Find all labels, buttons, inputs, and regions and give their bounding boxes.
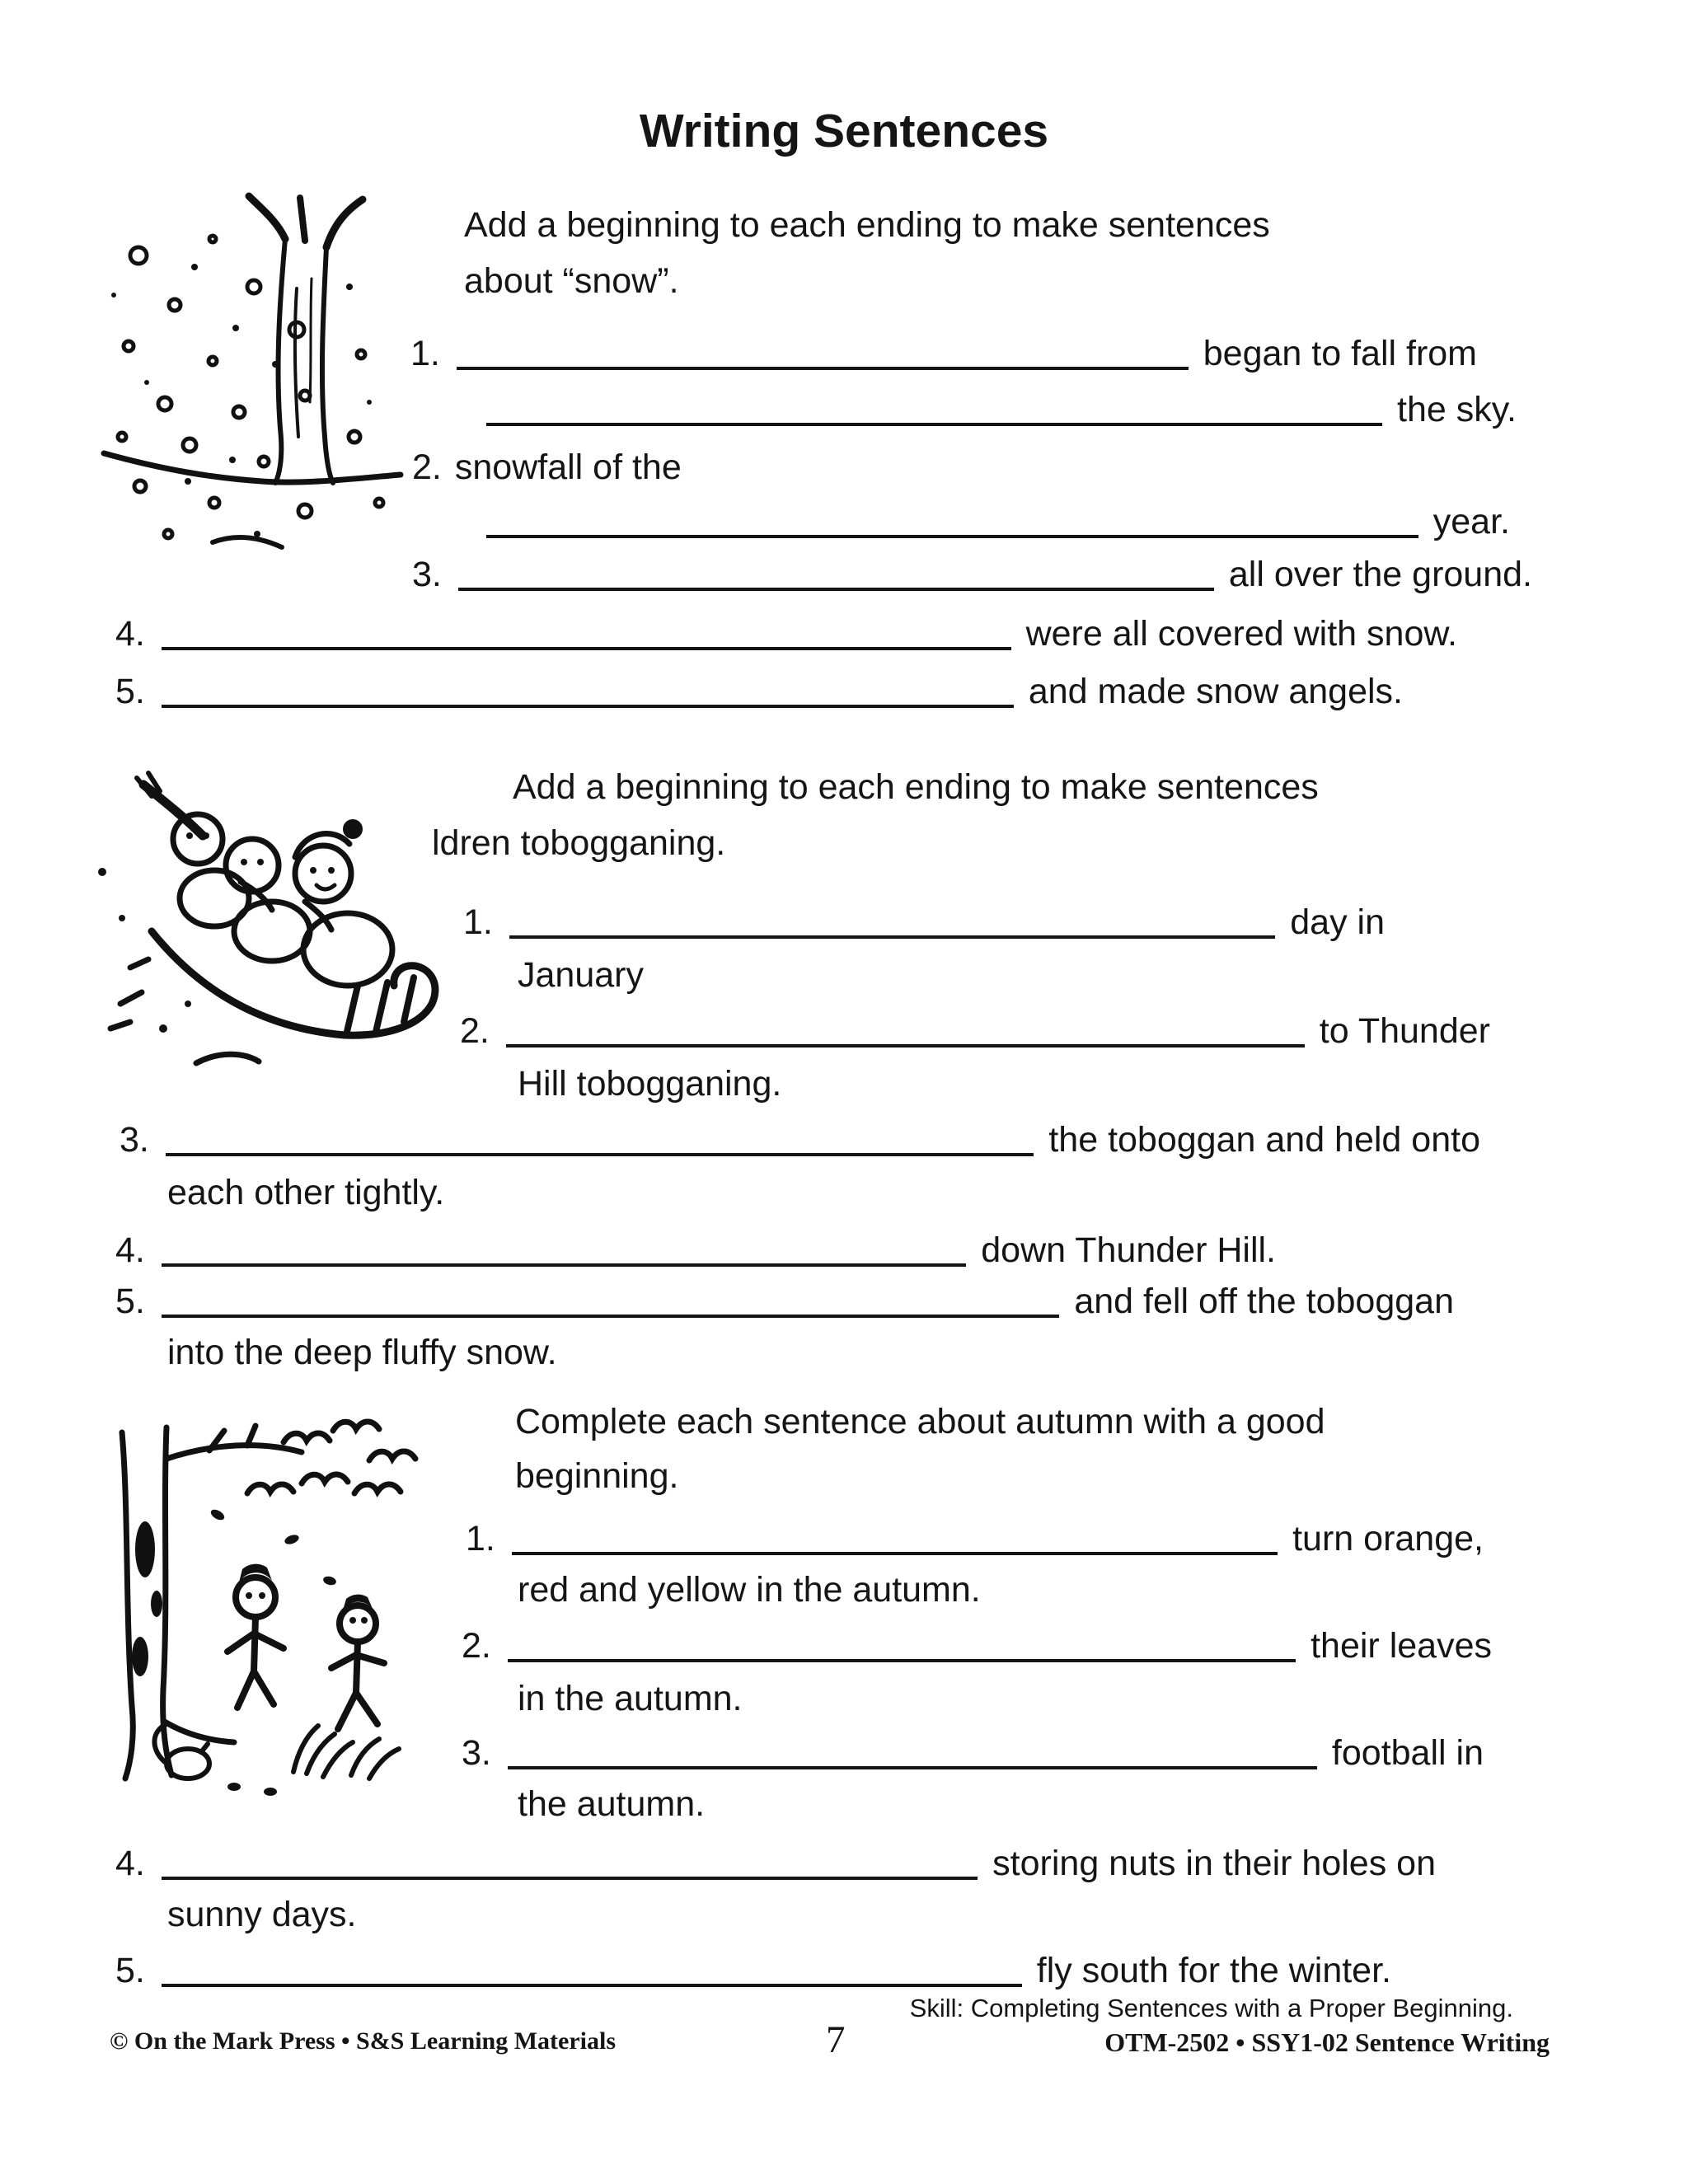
- section1-item1-line1: [410, 328, 1477, 374]
- section1-instructions-line2: about “snow”.: [464, 261, 679, 301]
- item-number: 3.: [462, 1732, 491, 1773]
- section1-item2-line2: [486, 496, 1510, 542]
- answer-blank-s2-1[interactable]: [509, 929, 1275, 939]
- sentence-ending: down Thunder Hill.: [981, 1230, 1276, 1270]
- sentence-ending: all over the ground.: [1228, 554, 1532, 594]
- answer-blank-s1-5[interactable]: [162, 698, 1014, 708]
- section2-item2-line1: [460, 1005, 1490, 1052]
- section1-item4-line1: [115, 608, 1457, 654]
- copyright-text: © On the Mark Press • S&S Learning Materials: [110, 2027, 616, 2055]
- section3-item2-line1: [462, 1620, 1492, 1666]
- sentence-ending: year.: [1432, 501, 1510, 541]
- answer-blank-s3-4[interactable]: [162, 1870, 978, 1880]
- answer-blank-s2-3[interactable]: [166, 1146, 1034, 1156]
- item-number: 2.: [462, 1625, 491, 1666]
- item-number: 3.: [120, 1119, 149, 1160]
- section2-item4-line1: [115, 1225, 1276, 1271]
- answer-blank-s3-1[interactable]: [512, 1545, 1278, 1555]
- section1-item1-line2: [486, 384, 1517, 430]
- section3-instructions-line1: Complete each sentence about autumn with a good: [515, 1402, 1325, 1441]
- autumn-children-and-geese-illustration: [86, 1408, 434, 1805]
- snow-falling-on-tree-illustration: [89, 188, 412, 569]
- section1-item2-line1: [412, 442, 682, 488]
- answer-blank-s1-3[interactable]: [458, 581, 1214, 591]
- section3-instructions-line2: beginning.: [515, 1456, 679, 1496]
- sentence-ending: began to fall from: [1203, 333, 1477, 373]
- sentence-ending: storing nuts in their holes on: [992, 1843, 1436, 1883]
- section3-item1-line1: [466, 1513, 1484, 1559]
- section1-item3-line1: [412, 549, 1532, 595]
- section1-instructions-line1: Add a beginning to each ending to make sentences: [464, 205, 1270, 245]
- section2-instructions-line2: ldren tobogganing.: [432, 823, 726, 863]
- sentence-ending: football in: [1331, 1732, 1484, 1773]
- item-number: 4.: [115, 1843, 145, 1883]
- section2-item1-line2: January: [518, 955, 644, 995]
- item-number: 3.: [412, 554, 442, 594]
- section3-item1-line2: red and yellow in the autumn.: [518, 1570, 981, 1610]
- page-title: Writing Sentences: [639, 105, 1049, 157]
- section2-item3-line2: each other tightly.: [167, 1173, 445, 1212]
- section3-item2-line2: in the autumn.: [518, 1679, 743, 1718]
- sentence-ending: the toboggan and held onto: [1048, 1119, 1480, 1160]
- item-number: 1.: [466, 1518, 495, 1558]
- children-tobogganing-illustration: [73, 757, 470, 1091]
- answer-blank-s2-2[interactable]: [506, 1038, 1305, 1047]
- sentence-ending: the sky.: [1397, 389, 1517, 429]
- section2-item3-line1: [120, 1114, 1480, 1160]
- item-number: 1.: [410, 333, 440, 373]
- item-number: 5.: [115, 1281, 145, 1321]
- answer-blank-s1-2[interactable]: [486, 528, 1418, 538]
- answer-blank-s3-5[interactable]: [162, 1977, 1022, 1987]
- section2-item2-line2: Hill tobogganing.: [518, 1064, 782, 1104]
- section3-item3-line1: [462, 1727, 1484, 1774]
- answer-blank-s1-1b[interactable]: [486, 416, 1382, 426]
- section3-item5-line1: [115, 1945, 1391, 1991]
- section3-item3-line2: the autumn.: [518, 1784, 706, 1824]
- answer-blank-s2-4[interactable]: [162, 1257, 966, 1267]
- item-number: 4.: [115, 613, 145, 654]
- section1-item5-line1: [115, 666, 1403, 712]
- sentence-ending: snowfall of the: [454, 447, 682, 487]
- section2-item5-line1: [115, 1276, 1454, 1322]
- item-number: 2.: [460, 1010, 490, 1051]
- item-number: 5.: [115, 1950, 145, 1990]
- answer-blank-s3-3[interactable]: [508, 1760, 1317, 1769]
- item-number: 4.: [115, 1230, 145, 1270]
- item-number: 5.: [115, 671, 145, 711]
- sentence-ending: day in: [1290, 902, 1385, 942]
- answer-blank-s3-2[interactable]: [508, 1652, 1296, 1662]
- page-number: 7: [826, 2018, 846, 2061]
- sentence-ending: turn orange,: [1292, 1518, 1484, 1558]
- answer-blank-s2-5[interactable]: [162, 1308, 1059, 1318]
- item-number: 1.: [463, 902, 493, 942]
- section2-item5-line2: into the deep fluffy snow.: [167, 1333, 557, 1372]
- answer-blank-s1-1[interactable]: [457, 360, 1189, 370]
- section2-item1-line1: [463, 897, 1385, 943]
- skill-note: Skill: Completing Sentences with a Proper Beginning.: [909, 1994, 1513, 2022]
- item-number: 2.: [412, 447, 442, 487]
- sentence-ending: to Thunder: [1319, 1010, 1490, 1051]
- sentence-ending: fly south for the winter.: [1036, 1950, 1391, 1990]
- sentence-ending: their leaves: [1311, 1625, 1492, 1666]
- section3-item4-line1: [115, 1838, 1436, 1884]
- section3-item4-line2: sunny days.: [167, 1895, 357, 1934]
- sentence-ending: and fell off the toboggan: [1074, 1281, 1454, 1321]
- section2-instructions-line1: Add a beginning to each ending to make sentences: [513, 767, 1319, 807]
- answer-blank-s1-4[interactable]: [162, 640, 1011, 650]
- sentence-ending: and made snow angels.: [1028, 671, 1403, 711]
- sentence-ending: were all covered with snow.: [1025, 613, 1457, 654]
- product-code: OTM-2502 • SSY1-02 Sentence Writing: [1104, 2027, 1550, 2057]
